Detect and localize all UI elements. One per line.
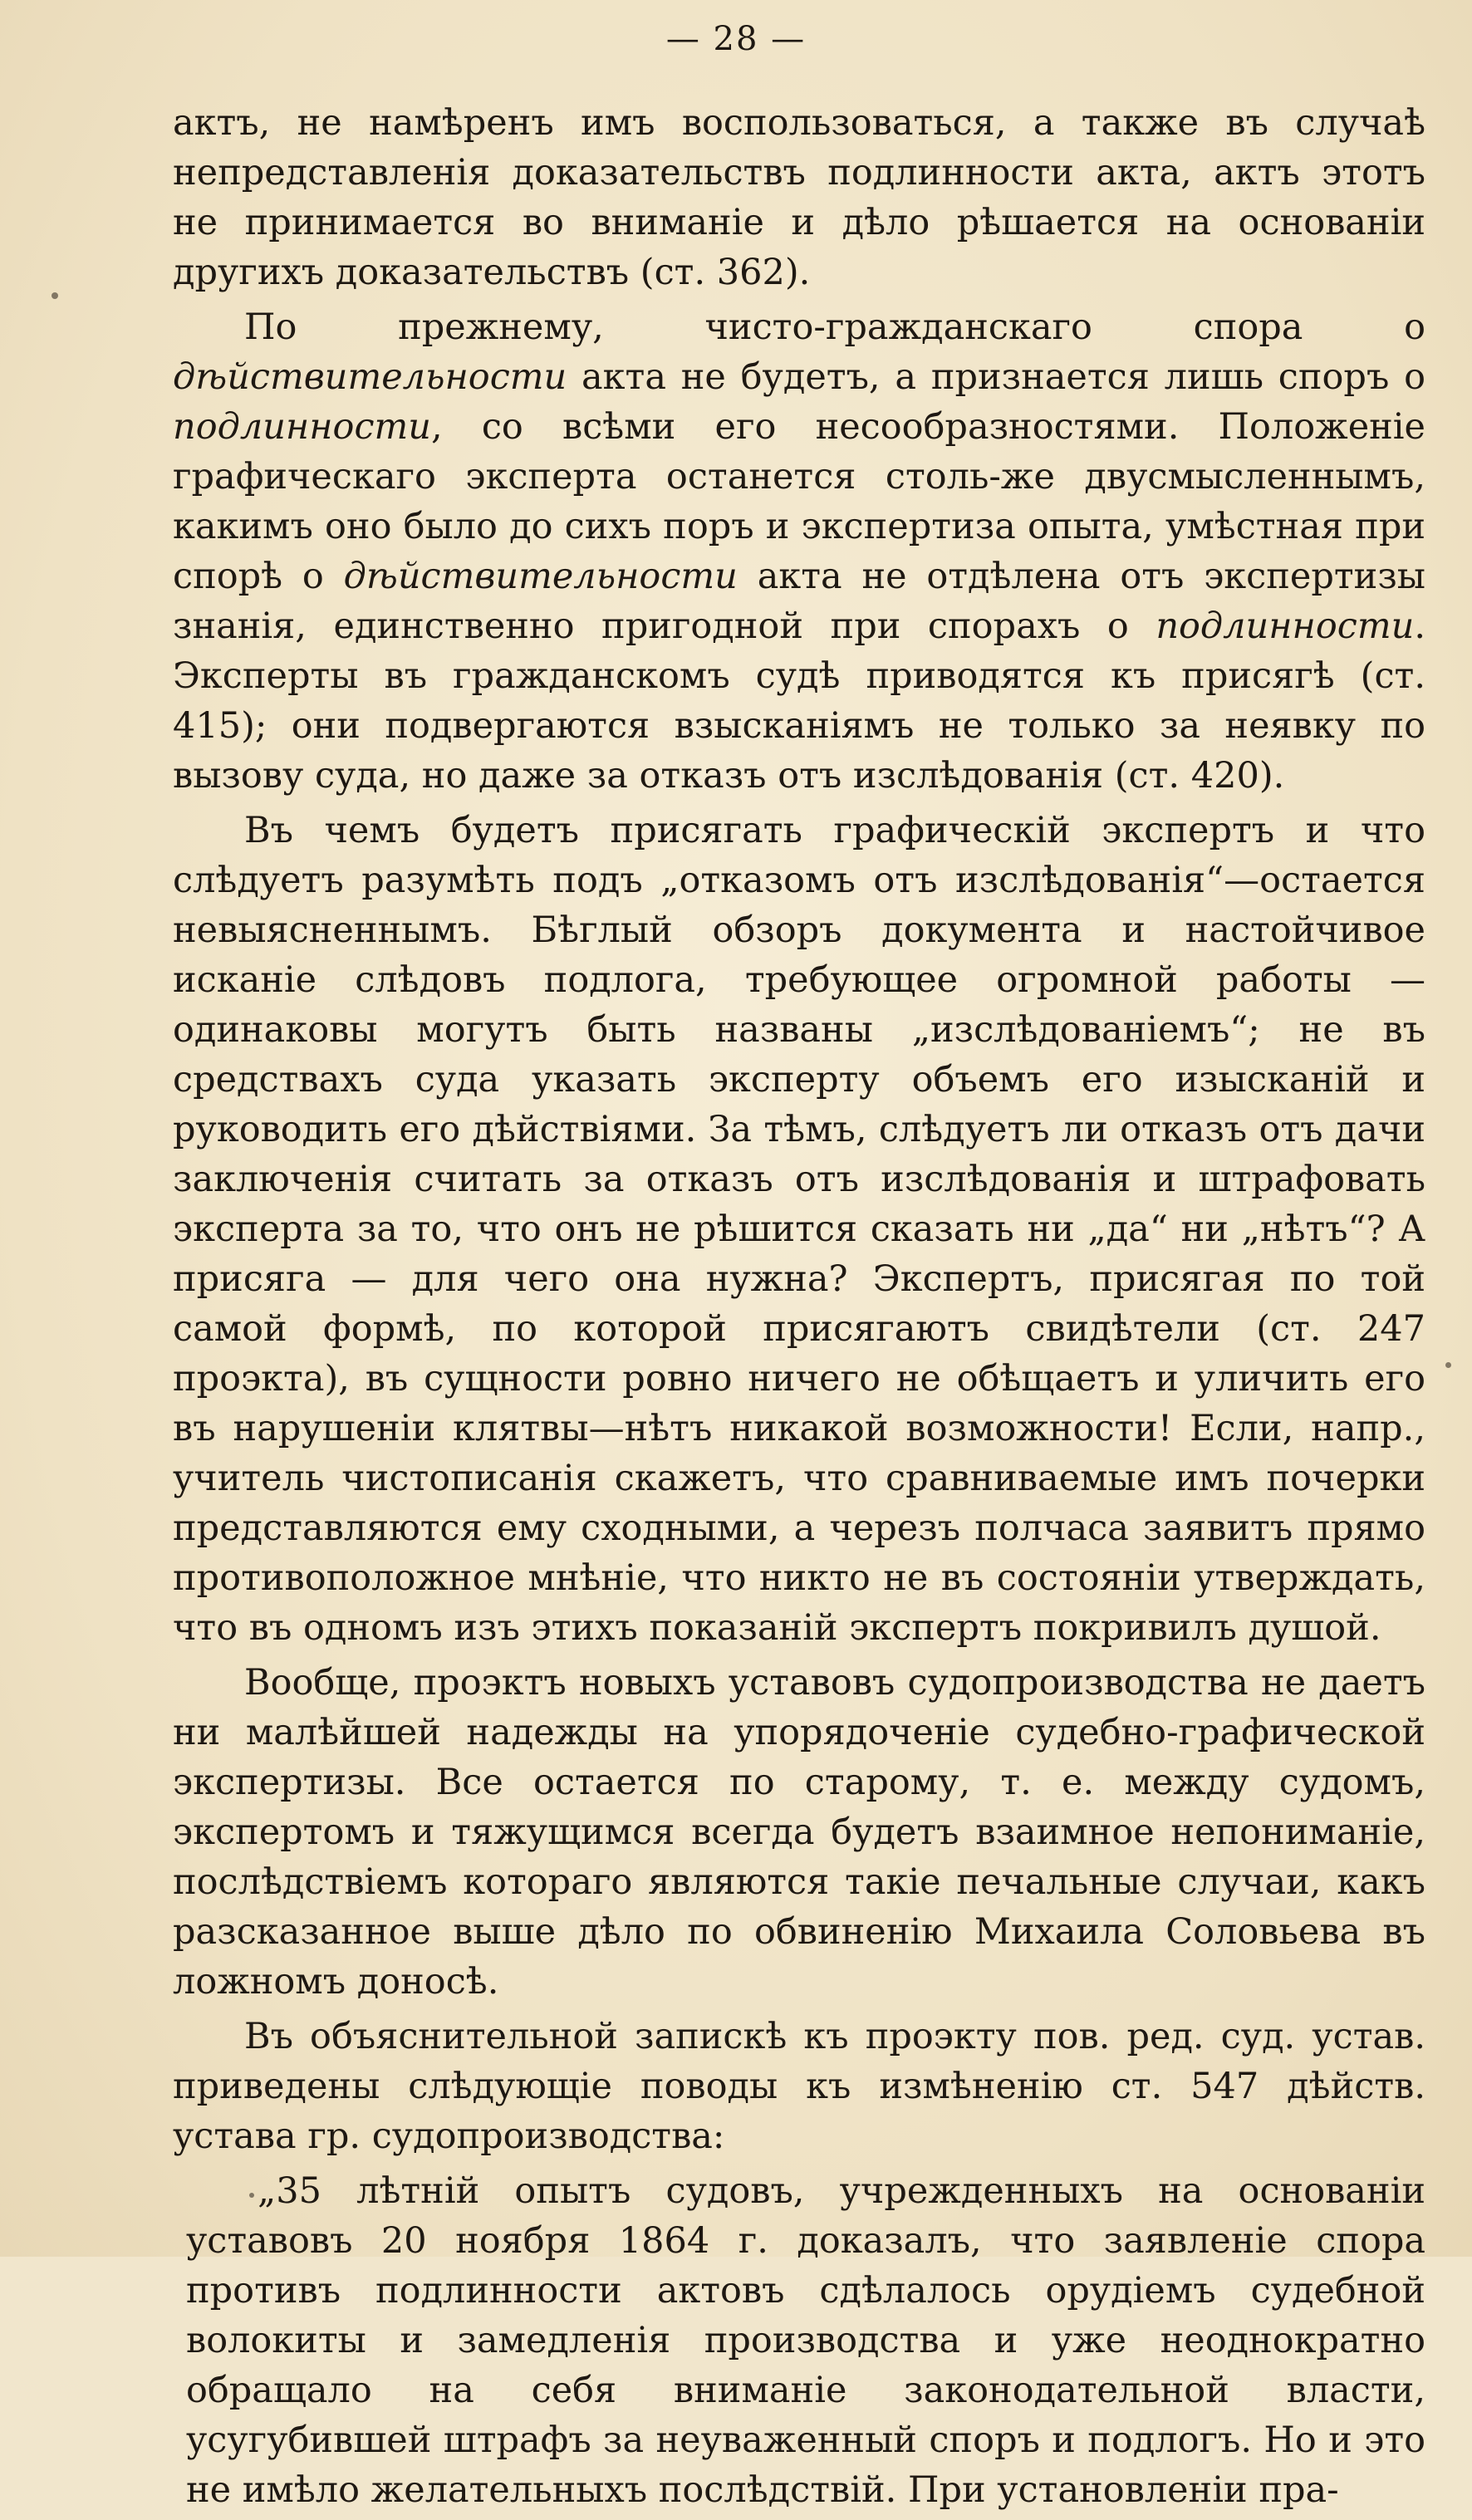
text-run: актъ, не намѣренъ имъ воспользоваться, а также въ случаѣ непредставленія доказательствъ подлинности акта, актъ этотъ не принимается во вниманіе и дѣло рѣшается на основаніи другихъ доказательствъ (ст. 362). [173, 102, 1425, 293]
paragraph [173, 98, 1425, 297]
paragraph [173, 806, 1425, 1653]
text-run: акта не будетъ, а признается лишь споръ о [567, 356, 1425, 398]
text-run: , со всѣми его несообразностями. Положеніе графическаго эксперта останется столь-же двусмысленнымъ, какимъ оно было до сихъ поръ и экспертиза опыта, умѣстная при спорѣ о [173, 406, 1425, 597]
text-run: акта не отдѣлена отъ экспертизы знанія, единственно пригодной при спорахъ о [173, 556, 1426, 647]
quoted-paragraph [186, 2166, 1425, 2515]
italic-term: подлинности [1156, 605, 1415, 647]
paragraph [173, 302, 1425, 801]
paragraph [173, 1658, 1425, 2007]
body-text [173, 98, 1425, 2520]
paragraph [173, 2012, 1425, 2161]
text-run: „35 лѣтній опытъ судовъ, учрежденныхъ на основаніи уставовъ 20 ноября 1864 г. доказалъ, что заявленіе спора противъ подлинности актовъ сдѣлалось орудіемъ судебной волокиты и замедленія производства и уже неоднократно обращало на себя вниманіе законодательной власти, усугубившей штрафъ за неуваженный споръ и подлогъ. Но и это не имѣло желательныхъ послѣдствій. При установленіи пра- [186, 2170, 1425, 2511]
text-run: Въ объяснительной запискѣ къ проэкту пов. ред. суд. устав. приведены слѣдующіе поводы къ измѣненію ст. 547 дѣйств. устава гр. судопроизводства: [173, 2016, 1425, 2157]
text-run: Въ чемъ будетъ присягать графическій экспертъ и что слѣдуетъ разумѣть подъ „отказомъ отъ изслѣдованія“—остается невыясненнымъ. Бѣглый обзоръ документа и настойчивое исканіе слѣдовъ подлога, требующее огромной работы — одинаковы могутъ быть названы „изслѣдованіемъ“; не въ средствахъ суда указать эксперту объемъ его изысканій и руководить его дѣйствіями. За тѣмъ, слѣдуетъ ли отказъ отъ дачи заключенія считать за отказъ отъ изслѣдованія и штрафовать эксперта за то, что онъ не рѣшится сказать ни „да“ ни „нѣтъ“? А присяга — для чего она нужна? Экспертъ, присягая по той самой формѣ, по которой присягаютъ свидѣтели (ст. 247 проэкта), въ сущности ровно ничего не обѣщаетъ и уличить его въ нарушеніи клятвы—нѣтъ никакой возможности! Если, напр., учитель чистописанія скажетъ, что сравниваемые имъ почерки представляются ему сходными, а черезъ полчаса заявитъ прямо противоположное мнѣніе, что никто не въ состояніи утверждать, что въ одномъ изъ этихъ показаній экспертъ покривилъ душой. [173, 810, 1425, 1649]
italic-term: дѣйствительности [343, 556, 738, 597]
italic-term: подлинности [173, 406, 431, 448]
ink-speck [249, 2193, 254, 2198]
text-run: . Эксперты въ гражданскомъ судѣ приводятся къ присягѣ (ст. 415); они подвергаются взысканіямъ не только за неявку по вызову суда, но даже за отказъ отъ изслѣдованія (ст. 420). [173, 605, 1425, 797]
page-number: — 28 — [665, 20, 807, 58]
italic-term: дѣйствительности [173, 356, 567, 398]
ink-speck [1445, 1362, 1451, 1368]
text-run: Вообще, проэктъ новыхъ уставовъ судопроизводства не даетъ ни малѣйшей надежды на упорядоченіе судебно-графической экспертизы. Все остается по старому, т. е. между судомъ, экспертомъ и тяжущимся всегда будетъ взаимное непониманіе, послѣдствіемъ котораго являются такіе печальные случаи, какъ разсказанное выше дѣло по обвиненію Михаила Соловьева въ ложномъ доносѣ. [173, 1662, 1425, 2003]
text-run: По прежнему, чисто-гражданскаго спора о [244, 306, 1425, 348]
ink-speck [52, 292, 58, 299]
